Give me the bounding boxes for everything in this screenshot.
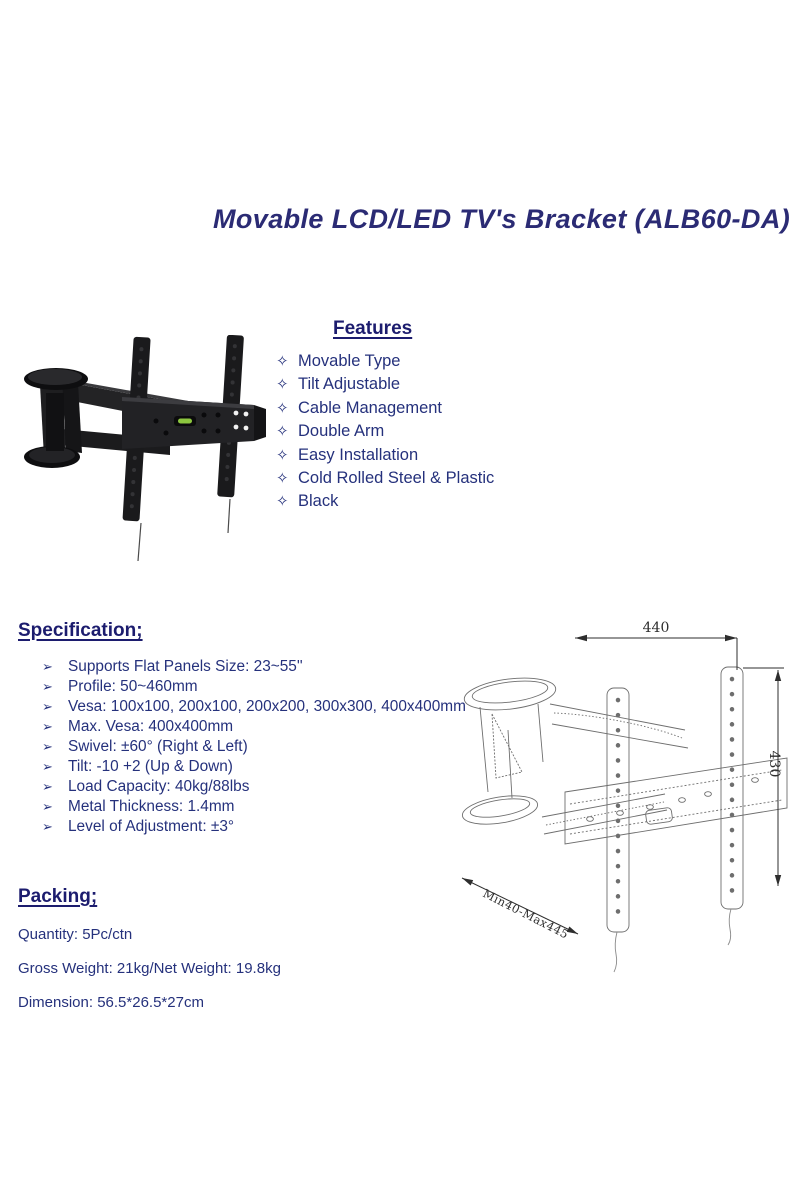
bullet-icon: ✧ [276, 399, 289, 417]
list-item [42, 777, 472, 797]
list-item [42, 757, 472, 777]
list-item-label: Max. Vesa: 400x400mm [68, 718, 234, 735]
list-item [42, 817, 472, 837]
specification-list [42, 657, 472, 837]
list-item [276, 444, 616, 467]
list-item-label: Load Capacity: 40kg/88lbs [68, 778, 250, 795]
list-item [18, 986, 378, 1020]
drawing-sketch [460, 667, 787, 972]
list-item-label: Swivel: ±60° (Right & Left) [68, 738, 248, 755]
list-item-label: Supports Flat Panels Size: 23~55'' [68, 658, 303, 675]
features-list [276, 350, 616, 514]
dim-range-label: Min40-Max445 [480, 886, 572, 942]
list-item [42, 697, 472, 717]
bullet-icon: ➢ [42, 779, 53, 794]
list-item-label: Tilt: -10 +2 (Up & Down) [68, 758, 233, 775]
list-item-label: Cold Rolled Steel & Plastic [298, 469, 495, 488]
list-item [18, 918, 378, 952]
specification-heading: Specification; [18, 620, 143, 641]
list-item-label: Black [298, 492, 339, 511]
list-item-label: Level of Adjustment: ±3° [68, 818, 235, 835]
list-item [276, 397, 616, 420]
bullet-icon: ➢ [42, 719, 53, 734]
bullet-icon: ✧ [276, 493, 289, 511]
bullet-icon: ➢ [42, 819, 53, 834]
technical-drawing-image [450, 612, 800, 977]
list-item [18, 952, 378, 986]
list-item [276, 490, 616, 513]
bullet-icon: ✧ [276, 470, 289, 488]
bullet-icon: ➢ [42, 699, 53, 714]
list-item-label: Profile: 50~460mm [68, 678, 198, 695]
hanging-wires [138, 499, 230, 561]
dim-width-label: 440 [642, 620, 670, 636]
list-item [42, 797, 472, 817]
bullet-icon: ✧ [276, 376, 289, 394]
list-item-label: Quantity: 5Pc/ctn [18, 926, 133, 943]
page-title: Movable LCD/LED TV's Bracket (ALB60-DA) [213, 204, 791, 234]
list-item-label: Double Arm [298, 422, 385, 441]
bullet-icon: ✧ [276, 353, 289, 370]
dim-height-label: 430 [766, 750, 782, 778]
list-item [276, 373, 616, 396]
list-item-label: Dimension: 56.5*26.5*27cm [18, 994, 204, 1011]
bullet-icon: ➢ [42, 679, 53, 694]
bullet-icon: ➢ [42, 659, 53, 674]
packing-list [18, 918, 378, 1020]
list-item-label: Movable Type [298, 352, 401, 370]
list-item-label: Easy Installation [298, 445, 419, 464]
bullet-icon: ➢ [42, 739, 53, 754]
product-photo-image [8, 335, 270, 600]
list-item-label: Tilt Adjustable [298, 375, 401, 394]
list-item-label: Metal Thickness: 1.4mm [68, 798, 235, 815]
packing-heading: Packing; [18, 886, 98, 907]
list-item [276, 350, 616, 373]
bullet-icon: ➢ [42, 759, 53, 774]
list-item [276, 420, 616, 443]
bullet-icon: ✧ [276, 446, 289, 464]
spirit-level [174, 416, 196, 426]
list-item [42, 717, 472, 737]
list-item-label: Cable Management [298, 398, 443, 417]
list-item [42, 657, 472, 677]
list-item-label: Gross Weight: 21kg/Net Weight: 19.8kg [18, 960, 281, 977]
features-heading: Features [333, 318, 413, 339]
list-item [42, 677, 472, 697]
bullet-icon: ➢ [42, 799, 53, 814]
dimension-lines [462, 635, 784, 934]
bullet-icon: ✧ [276, 423, 289, 441]
list-item-label: Vesa: 100x100, 200x100, 200x200, 300x300, 400x400mm [68, 698, 466, 715]
list-item [42, 737, 472, 757]
list-item [276, 467, 616, 490]
